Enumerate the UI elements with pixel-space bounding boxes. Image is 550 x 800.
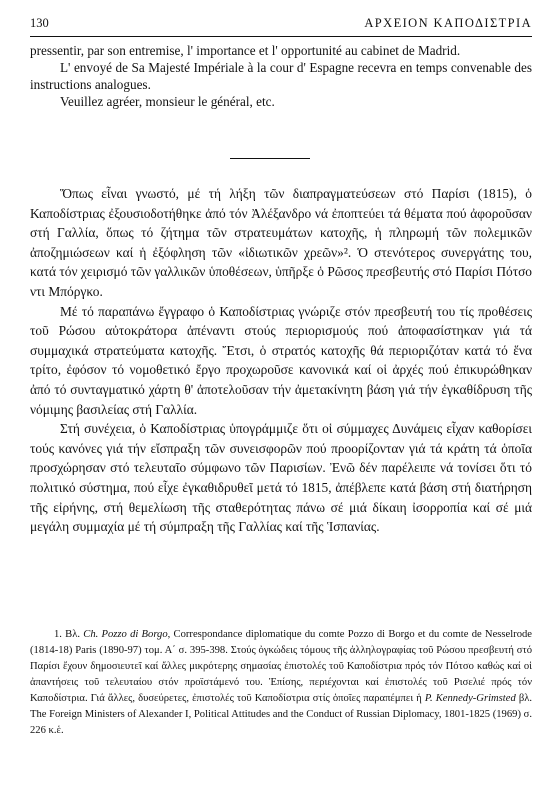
footnote: [30, 627, 532, 739]
footnote-author-2: P. Kennedy-Grimsted: [424, 693, 516, 704]
greek-paragraph-2: Μέ τό παραπάνω ἔγγραφο ὁ Καποδίστριας γνώριζε στόν πρεσβευτή του τίς προθέσεις τοῦ Ρώσου αὐτοκράτορα ἀπέναντι στούς περιορισμούς πού ἀποφασίστηκαν γιά τά συμμαχικά στρατεύματα κατοχῆς. Ἔτσι, ὁ στρατός κατοχῆς θά περιοριζόταν κατά τό ἕνα τρίτο, ἐφόσον τό νομοθετικό ἔργο προχωροῦσε κανονικά καί οἱ ἀρχές πού ἐπικυρώθηκαν ἀπό τό συνταγματικό χάρτη θ' ἀποτελοῦσαν τήν ἀμετακίνητη βάση γιά τήν ἐγκαθίδρυση τῆς νόμιμης βασιλείας στή Γαλλία.: [30, 303, 532, 417]
footnote-1: [30, 627, 532, 739]
greek-paragraph-3: Στή συνέχεια, ὁ Καποδίστριας ὑπογράμμιζε ὅτι οἱ σύμμαχες Δυνάμεις εἶχαν καθορίσει τούς κανόνες γιά τήν εἴσπραξη τῶν συνεισφορῶν πού προορίζονταν γιά τά κράτη τά ὁποῖα προσχώρησαν στό τελευταῖο σύμφωνο τῶν Παρισίων. Ἐνῶ δέν παρέλειπε νά τονίσει ὅτι τό πολιτικό σύστημα, πού εἶχε ἐγκαθιδρυθεῖ μετά τό 1815, ἀπέβλεπε κατά βάση στή διατήρηση τῆς εἰρήνης, στή θεμελίωση τῆς σταθερότητας πάνω σέ μιά δίκαιη ἰσορροπία καί σέ μιά μεγάλη συμμαχία μέ τή σύμπραξη τῆς Γαλλίας καί τῆς Ἱσπανίας.: [30, 421, 532, 535]
french-paragraph-1: pressentir, par son entremise, l' importance et l' opportunité au cabinet de Madrid.: [30, 43, 461, 58]
running-title: ΑΡΧΕΙΟΝ ΚΑΠΟΔΙΣΤΡΙΑ: [364, 16, 532, 30]
footnote-text-2: βλ. The Foreign Ministers of Alexander I, Political Attitudes and the Conduct of Russian Diplomacy, 1801-1825 (1969) σ. 226 κ.ἑ.: [30, 693, 532, 736]
footnote-text-1: , Correspondance diplomatique du comte Pozzo di Borgo et du comte de Nesselrode (1814-18) Paris (1890-97) τομ. Α΄ σ. 395-398. Στούς ὀγκώδεις τόμους τῆς ἀλληλογραφίας τοῦ Ρώσου πρεσβευτή στό Παρίσι ἔχουν δημοσιευτεῖ καί ἄλλες μικρότερης σημασίας ἐπιστολές τοῦ Καποδίστρια πρός τόν Πότσο καθώς καί οἱ ἀπαντήσεις τοῦ τελευταίου στόν προϊστάμενό του. Ἐπίσης, περιέχονται καί ἐπιστολές τοῦ Ρισελιέ πρός τόν Καποδίστρια. Γιά ἄλλες, δυσεύρετες, ἐπιστολές τοῦ Καποδίστρια στίς ὁποῖες παραπέμπει ἡ: [30, 629, 532, 704]
greek-commentary: [30, 184, 532, 537]
footnote-author-1: Ch. Pozzo di Borgo: [83, 629, 168, 640]
french-paragraph-3: Veuillez agréer, monsieur le général, etc.: [60, 94, 275, 109]
section-divider: [230, 158, 310, 159]
header-rule: [30, 36, 532, 37]
footnote-lead: 1. Βλ.: [54, 629, 84, 640]
page-number: 130: [30, 16, 49, 30]
french-letter-ending: [30, 42, 532, 110]
greek-paragraph-1: Ὅπως εἶναι γνωστό, μέ τή λήξη τῶν διαπραγματεύσεων στό Παρίσι (1815), ὁ Καποδίστριας ἐξουσιοδοτήθηκε ἀπό τόν Ἀλέξανδρο νά ἐποπτεύει τά θέματα πού ἀφοροῦσαν στή Γαλλία, ὅπως τό ζήτημα τῶν στρατευμάτων κατοχῆς, ἡ πληρωμή τῶν πολεμικῶν ἀποζημιώσεων καί ἡ ἐξόφληση τῶν «ἰδιωτικῶν χρεῶν»². Ὁ στενότερος συνεργάτης του, κατά τόν χειρισμό τῶν γαλλικῶν ὑποθέσεων, ὑπῆρξε ὁ Ρῶσος πρεσβευτής στό Παρίσι Πότσο ντι Μπόργκο.: [30, 186, 532, 299]
running-header: [30, 16, 532, 31]
french-paragraph-2: L' envoyé de Sa Majesté Impériale à la cour d' Espagne recevra en temps convenable des instructions analogues.: [30, 60, 532, 92]
